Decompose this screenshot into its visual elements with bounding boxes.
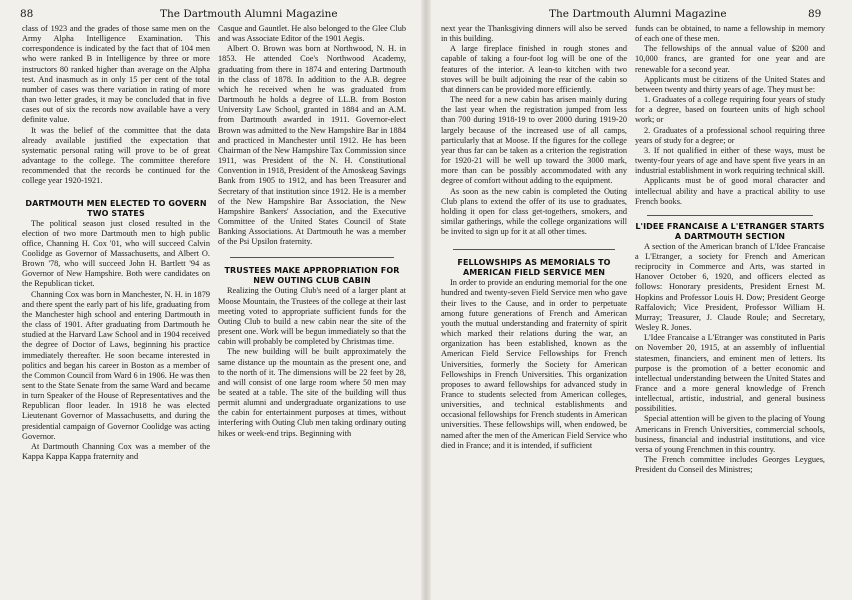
paragraph: Albert O. Brown was born at Northwood, N. H. in 1853. He attended Coe's Northwood Academy, graduating from there in 1874 and entering Dartmouth in the class of 1878. In addition to the A.B. degree which he received when he was graduated from Dartmouth he holds a degree of LL.B. from Boston University Law School, granted in 1884 and an A.M. from Dartmouth awarded in 1911. Governor-elect Brown was admitted to the New Hampshire Bar in 1884 and practiced in Manchester until 1912. He has been Chairman of the New Hampshire Tax Commission since 1911, was President of the N. H. Constitutional Convention in 1918, President of the Amoskeag Savings Bank from 1905 to 1912, and has been Treasurer and Secretary of that institution since 1912. He is a member of the New Hampshire Bar Association, the New Hampshire Bankers' Association, and the Executive Committee of the United States Council of State Banking Associations. At Dartmouth he was a member of the Psi Upsilon fraternity. <box>218 44 406 247</box>
paragraph: A large fireplace finished in rough stones and capable of taking a four-foot log will be one of the features of the interior. A lean-to kitchen with two stoves will be built adjoining the rear of the cabin so that dinners can be provided more efficiently. <box>441 44 627 94</box>
right-column-1 <box>441 24 627 600</box>
paragraph: Casque and Gauntlet. He also belonged to the Glee Club and was Associate Editor of the 1901 Aegis. <box>218 24 406 44</box>
article-heading: L'IDEE FRANCAISE A L'ETRANGER STARTS A DARTMOUTH SECTION <box>635 221 825 241</box>
left-page <box>0 0 422 600</box>
paragraph: The need for a new cabin has arisen mainly during the last year when the registration jumped from less than 700 during 1918-19 to over 2000 during 1919-20 largely because of the increased use of all camps, particularly that at Moose. If the figures for the college year thus far can be taken as a criterion the registration for 1920-21 will be well up toward the 3000 mark, more than can be possibly accommodated with any degree of comfort without adding to the equipment. <box>441 95 627 186</box>
paragraph: The fellowships of the annual value of $200 and 10,000 francs, are granted for one year and are renewable for a second year. <box>635 44 825 74</box>
paragraph: 2. Graduates of a professional school requiring three years of study for a degree; or <box>635 125 825 145</box>
paragraph: L'Idee Francaise a L'Etranger was constituted in Paris on November 20, 1915, at an assembly of influential statesmen, financiers, and eminent men of letters. Its purpose is the promotion of a better economic and intellectual understanding between the United States and France and a more general knowledge of French intellectual, artistic, industrial, and general business possibilities. <box>635 333 825 414</box>
right-column-2 <box>635 24 825 600</box>
paragraph: funds can be obtained, to name a fellowship in memory of each one of these men. <box>635 24 825 44</box>
page-number-left: 88 <box>20 8 34 20</box>
paragraph: The new building will be built approximately the same distance up the mountain as the present one, and to the north of it. The dimensions will be 22 feet by 28, and will consist of one large room where 50 men may be seated at a table. The site of the building will thus permit alumni and undergraduate organizations to use the cabin for entertainment purposes at times, without interfering with Outing Club men taking ordinary outing hikes or week-end trips. Beginning with <box>218 347 406 438</box>
paragraph: 1. Graduates of a college requiring four years of study for a degree, based on fourteen units of high school work; or <box>635 95 825 125</box>
paragraph: A section of the American branch of L'Idee Francaise a L'Etranger, a society for French and American reciprocity in Commerce and Arts, was started in Hanover October 6, 1920, and officers elected as follows: Honorary presidents, President Ernest M. Hopkins and Professor Louis H. Dow; President George Raffalovich; Vice President, Professor William H. Murray; Treasurer, J. Claude Roule; and Secretary, Wesley R. Jones. <box>635 241 825 333</box>
paragraph: Applicants must be of good moral character and intellectual ability and have a practical ability to use French books. <box>635 176 825 206</box>
paragraph: class of 1923 and the grades of those same men on the Army Alpha Intelligence Examination. This correspondence is indicated by the fact that of 104 men who were ranked B in Intelligence by three or more instructors 80 ranked higher than average on the Alpha test. And inasmuch as in only 15 per cent of the total number of cases was there variation in rating of more than two letter grades, it may be concluded that in five cases out of six the records now available have a very definite value. <box>22 24 210 125</box>
article-heading: TRUSTEES MAKE APPROPRIATION FOR NEW OUTING CLUB CABIN <box>224 266 400 286</box>
paragraph: Realizing the Outing Club's need of a larger plant at Moose Mountain, the Trustees of the college at their last meeting voted to appropriate sufficient funds for the Outing Club to build a new cabin near the site of the present one. Work will be begun immediately so that the cabin will probably be completed by Christmas time. <box>218 286 406 347</box>
paragraph: It was the belief of the committee that the data already available justified the expectation that systematic personal rating will prove to be of great advantage to the college. The committee therefore recommended that the records be continued for the college year 1920-1921. <box>22 125 210 186</box>
binding-gutter <box>421 0 431 600</box>
page-number-right: 89 <box>808 8 822 20</box>
running-title-left: The Dartmouth Alumni Magazine <box>160 8 338 20</box>
paragraph: next year the Thanksgiving dinners will also be served in this building. <box>441 24 627 44</box>
paragraph: In order to provide an enduring memorial for the one hundred and twenty-seven Field Service men who gave their lives to the Cause, and in order to perpetuate among future generations of French and American youth the mutual understanding and fraternity of spirit which marked their relations during the war, an organization has been established, known as the American Field Service Fellowships for French Universities, formerly the Society for American Fellowships in French Universities. This organization proposes to award fellowships for advanced study in France to students selected from American colleges, universities, and technical establishments and occasional fellowships for French students in American universities. These fellowships will, when endowed, be named after the men of the American Field Service who died in France; and it is intended, if sufficient <box>441 278 627 450</box>
right-page <box>431 0 852 600</box>
article-heading: DARTMOUTH MEN ELECTED TO GOVERN TWO STATES <box>25 198 207 218</box>
paragraph: Applicants must be citizens of the United States and between twenty and thirty years of age. They must be: <box>635 74 825 94</box>
paragraph: At Dartmouth Channing Cox was a member of the Kappa Kappa Kappa fraternity and <box>22 441 210 462</box>
paragraph: 3. If not qualified in either of these ways, must be twenty-four years of age and have spent five years in an industrial establishment in work requiring technical skill. <box>635 145 825 176</box>
running-title-right: The Dartmouth Alumni Magazine <box>549 8 727 20</box>
paragraph: The French committee includes Georges Leygues, President du Conseil des Ministres; <box>635 455 825 475</box>
paragraph: As soon as the new cabin is completed the Outing Club plans to extend the offer of its use to graduates, holding it open for class get-togethers, smokers, and similar gatherings, while the college organizations will be invited to sign up for it at all other times. <box>441 186 627 237</box>
article-heading: FELLOWSHIPS AS MEMORIALS TO AMERICAN FIELD SERVICE MEN <box>457 258 611 278</box>
left-column-2 <box>218 24 406 600</box>
left-column-1 <box>22 24 210 600</box>
paragraph: Channing Cox was born in Manchester, N. H. in 1879 and there spent the early part of his life, graduating from the Manchester high school and entering Dartmouth in the class of 1901. After graduating from Dartmouth he studied at the Harvard Law School and in 1904 received the degree of Doctor of Laws, beginning his practice immediately thereafter. He soon became interested in politics and began his career in Boston as a member of the Common Council from Ward 6 in 1906. He was then sent to the State Senate from the same Ward and became in turn Speaker of the House of Representatives and the Republican floor leader. In 1918 he was elected Lieutenant Governor of Massachusetts, and during the presidential campaign of Governor Coolidge was acting Governor. <box>22 289 210 441</box>
paragraph: Special attention will be given to the placing of Young Americans in French Universities, commercial schools, business, financial and industrial institutions, and vice versa of young Frenchmen in this country. <box>635 414 825 454</box>
paragraph: The political season just closed resulted in the election of two more Dartmouth men to high public office, Channing H. Cox '01, who will succeed Calvin Coolidge as Governor of Massachusetts, and Albert O. Brown '78, who will succeed John H. Bartlett '94 as Governor of New Hampshire. Both were candidates on the Republican ticket. <box>22 218 210 289</box>
